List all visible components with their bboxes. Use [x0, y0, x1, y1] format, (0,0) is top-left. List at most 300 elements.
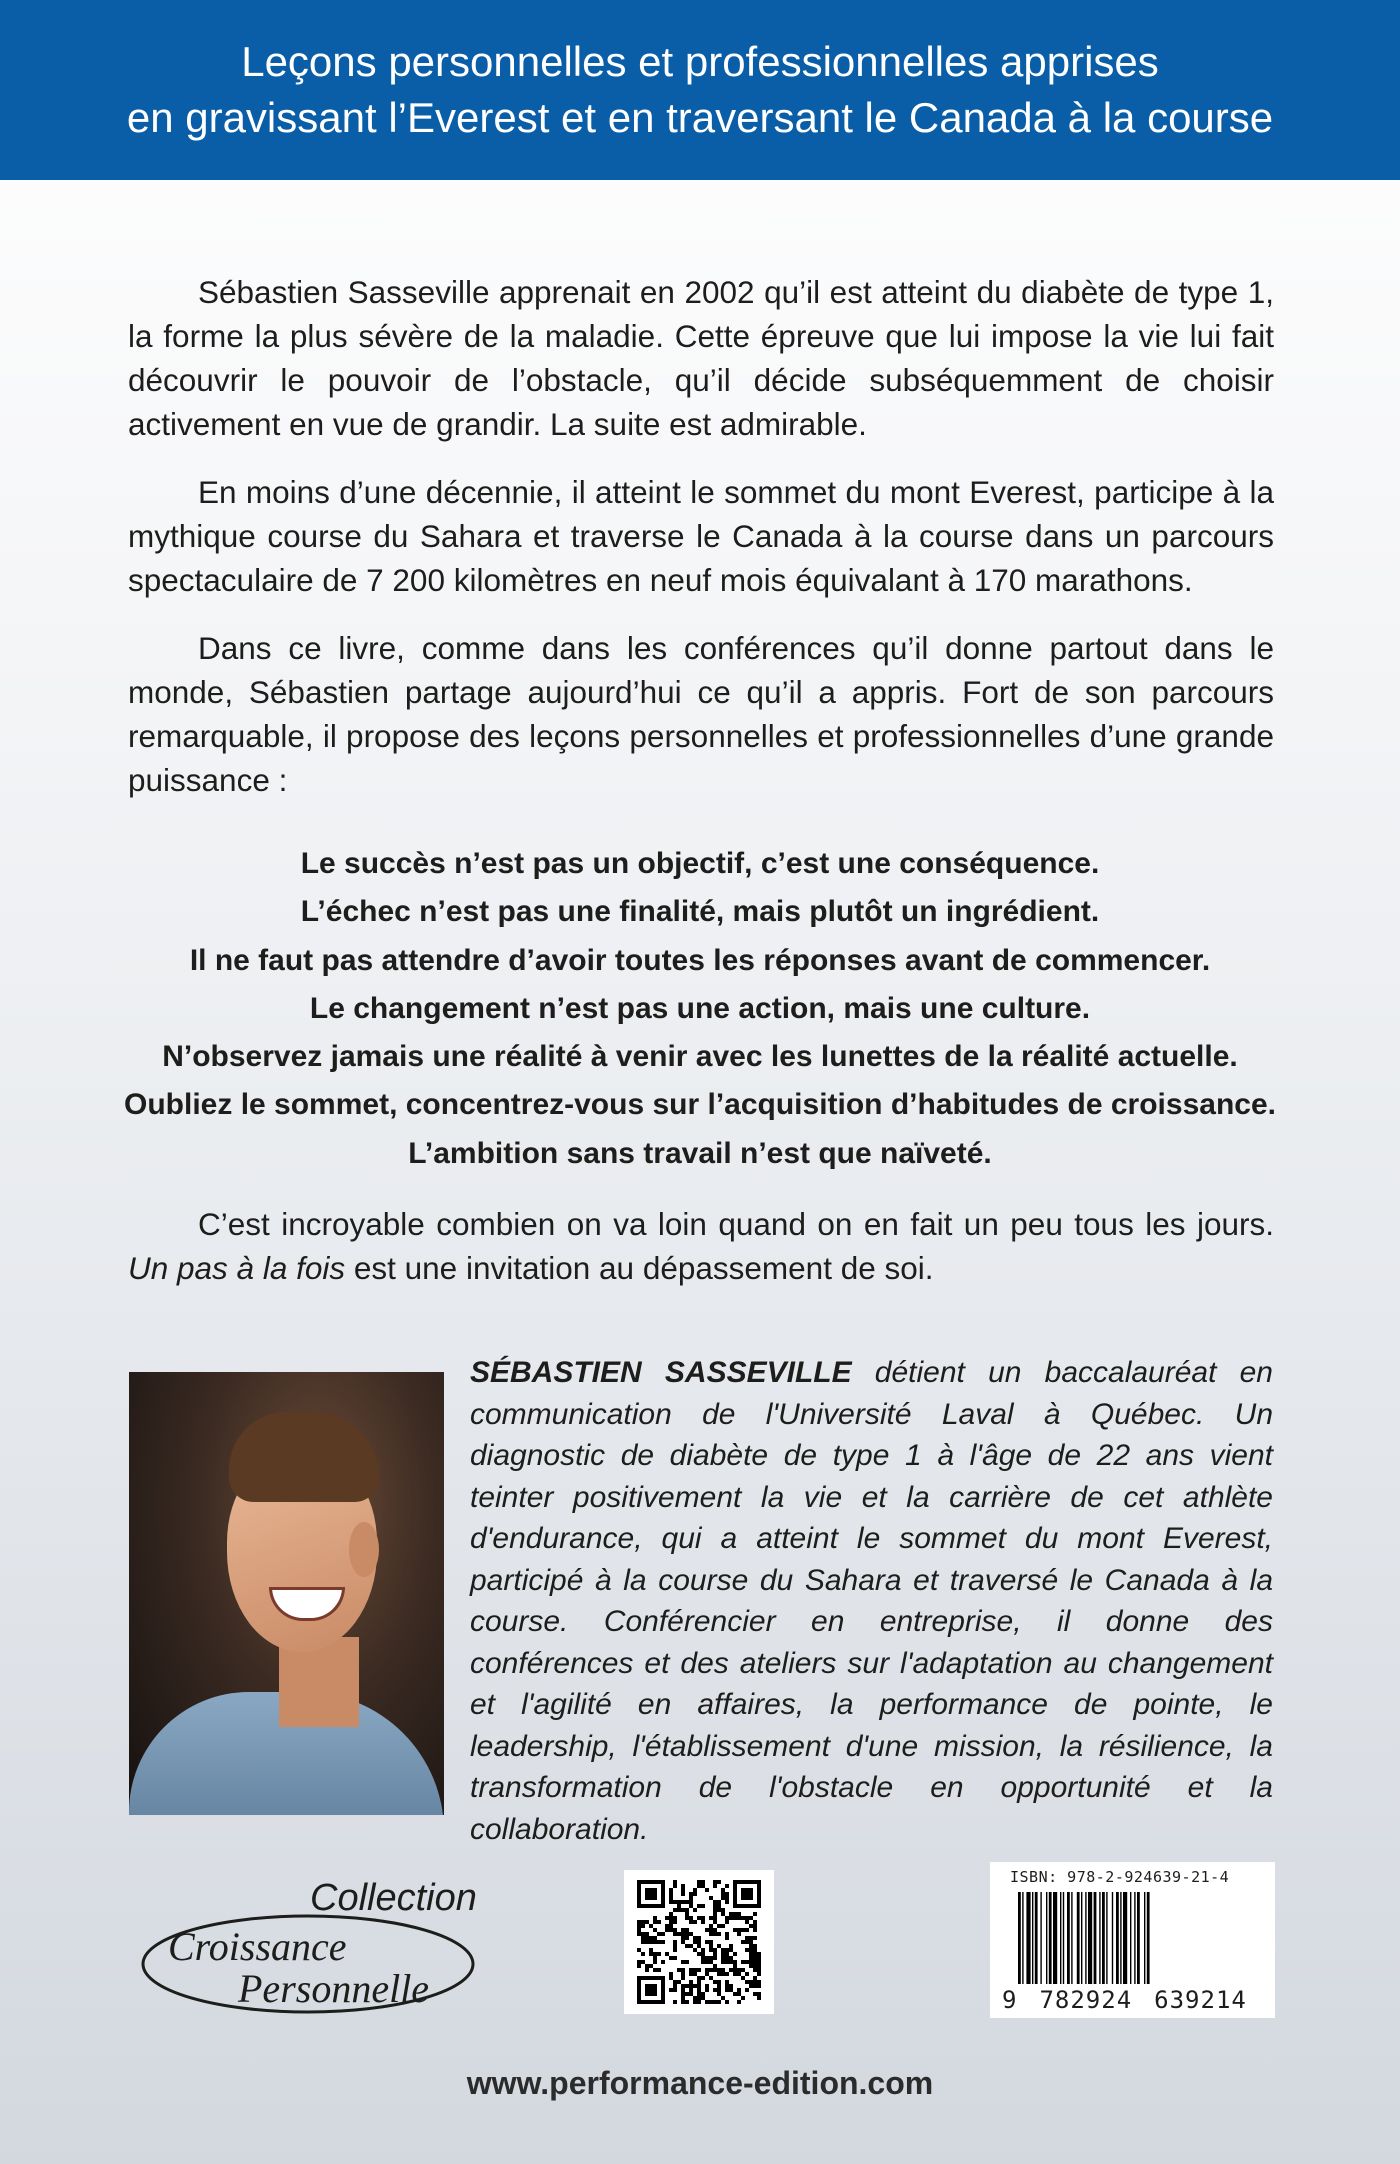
qr-module	[745, 1960, 749, 1964]
qr-module	[657, 1940, 661, 1944]
qr-module	[725, 1984, 729, 1988]
qr-module	[713, 1932, 717, 1936]
barcode-bar	[1032, 1892, 1033, 1984]
qr-module	[757, 1968, 761, 1972]
qr-module	[709, 2000, 713, 2004]
lesson-item: N’observez jamais une réalité à venir avec les lunettes de la réalité actuelle.	[162, 1040, 1238, 1074]
qr-module	[737, 2000, 741, 2004]
qr-module	[733, 1992, 737, 1996]
qr-module	[681, 1984, 685, 1988]
qr-module	[717, 1904, 721, 1908]
collection-logo-graphic	[128, 1872, 508, 2022]
qr-module	[733, 1916, 737, 1920]
qr-module	[701, 1916, 705, 1920]
qr-module	[709, 1956, 713, 1960]
qr-module	[749, 1944, 753, 1948]
qr-module	[745, 1916, 749, 1920]
barcode-bar	[1130, 1892, 1131, 1984]
qr-module	[637, 1964, 641, 1968]
qr-module	[681, 1892, 685, 1896]
qr-module	[693, 1940, 697, 1944]
qr-module	[641, 1936, 645, 1940]
qr-module	[649, 1964, 653, 1968]
qr-module	[753, 1984, 757, 1988]
qr-module	[709, 1932, 713, 1936]
barcode-bar	[1049, 1892, 1052, 1984]
qr-module	[697, 1968, 701, 1972]
photo-ear	[349, 1522, 379, 1577]
qr-module	[737, 1916, 741, 1920]
qr-module	[681, 1976, 685, 1980]
qr-module	[709, 1896, 713, 1900]
qr-module	[725, 1980, 729, 1984]
barcode-digit-group-1: 782924	[1039, 1986, 1133, 2014]
qr-module	[729, 1960, 733, 1964]
qr-module	[645, 1964, 649, 1968]
qr-module	[713, 1900, 717, 1904]
qr-module	[669, 1892, 673, 1896]
qr-module	[733, 1912, 737, 1916]
barcode-bar	[1026, 1892, 1030, 1984]
logo-word-collection: Collection	[310, 1877, 477, 1919]
qr-module	[705, 1960, 709, 1964]
qr-module	[701, 1884, 705, 1888]
book-title-italic: Un pas à la fois	[128, 1250, 346, 1286]
qr-module	[733, 1960, 737, 1964]
qr-module	[713, 1948, 717, 1952]
qr-module	[693, 1984, 697, 1988]
qr-module	[669, 1924, 673, 1928]
qr-module	[705, 1988, 709, 1992]
qr-module	[729, 1912, 733, 1916]
qr-module	[637, 1928, 641, 1932]
barcode-bar	[1106, 1892, 1107, 1984]
qr-module	[653, 1960, 657, 1964]
qr-module	[669, 1916, 673, 1920]
qr-module	[737, 1972, 741, 1976]
qr-module	[681, 1996, 685, 2000]
qr-module	[757, 1992, 761, 1996]
qr-module	[745, 1988, 749, 1992]
qr-module	[721, 1960, 725, 1964]
qr-module	[705, 1968, 709, 1972]
qr-module	[677, 1904, 681, 1908]
qr-module	[689, 1944, 693, 1948]
qr-module	[749, 1980, 753, 1984]
qr-module	[645, 1936, 649, 1940]
qr-module	[641, 1932, 645, 1936]
qr-module	[661, 1976, 665, 2004]
qr-module	[637, 1924, 641, 1928]
barcode-bar	[1144, 1892, 1145, 1984]
qr-module	[717, 1980, 721, 1984]
qr-module	[725, 1960, 729, 1964]
qr-module	[681, 1960, 685, 1964]
qr-module	[697, 1884, 701, 1888]
qr-module	[653, 1940, 657, 1944]
qr-module	[685, 1908, 689, 1912]
qr-module	[645, 1968, 649, 1972]
qr-module	[733, 1964, 737, 1968]
qr-module	[725, 1972, 729, 1976]
barcode-digit-group-2: 639214	[1154, 1986, 1247, 2014]
barcode-bar	[1071, 1892, 1072, 1984]
qr-module	[725, 1948, 729, 1952]
qr-module	[721, 1948, 725, 1952]
qr-module	[693, 1996, 697, 2000]
qr-module	[689, 1920, 693, 1924]
qr-module	[717, 1944, 721, 1948]
qr-module	[697, 1980, 701, 1984]
qr-module	[697, 1984, 701, 1988]
qr-module	[677, 1968, 681, 1972]
qr-module	[753, 1912, 757, 1916]
qr-module	[717, 2000, 721, 2004]
qr-module	[641, 1920, 645, 1924]
logo-word-croissance: Croissance	[168, 1924, 347, 1969]
qr-module	[685, 1912, 689, 1916]
qr-module	[713, 1988, 717, 1992]
qr-module	[681, 1936, 685, 1940]
qr-module	[701, 1956, 705, 1960]
qr-module	[745, 1972, 749, 1976]
qr-module	[697, 1904, 701, 1908]
barcode-bar	[1134, 1892, 1135, 1984]
qr-module	[697, 1976, 701, 1980]
closing-text-after: est une invitation au dépassement de soi.	[345, 1250, 934, 1286]
qr-module	[729, 1944, 733, 1948]
qr-module	[753, 1928, 757, 1932]
qr-module	[749, 1940, 753, 1944]
qr-module	[669, 1888, 673, 1892]
barcode-digit-first: 9	[1002, 1986, 1018, 2014]
qr-module	[697, 2000, 701, 2004]
qr-module	[657, 1932, 661, 1936]
qr-module	[741, 1940, 745, 1944]
qr-module	[697, 1880, 701, 1884]
qr-module	[673, 1944, 677, 1948]
qr-module	[737, 1932, 741, 1936]
qr-module	[693, 1948, 697, 1952]
barcode-bar	[1060, 1892, 1061, 1984]
qr-module	[681, 1884, 685, 1888]
qr-module	[669, 1896, 673, 1900]
qr-module	[713, 1968, 717, 1972]
qr-module	[709, 1960, 713, 1964]
qr-module	[645, 1932, 649, 1936]
barcode-bar	[1123, 1892, 1127, 1984]
qr-module	[645, 1940, 649, 1944]
qr-module	[717, 1900, 721, 1904]
intro-text	[128, 270, 1274, 826]
qr-module	[645, 1984, 657, 1996]
qr-module	[729, 1984, 733, 1988]
qr-module	[665, 1924, 669, 1928]
qr-module	[741, 1888, 753, 1900]
qr-module	[725, 1932, 729, 1936]
barcode-bar	[1120, 1892, 1121, 1984]
qr-module	[673, 1948, 677, 1952]
qr-module	[721, 1888, 725, 1892]
qr-module	[697, 1944, 701, 1948]
qr-module	[749, 1960, 753, 1964]
publisher-website[interactable]: www.performance-edition.com	[466, 2065, 934, 2101]
qr-module	[709, 1948, 713, 1952]
qr-module	[701, 1992, 705, 1996]
qr-module	[685, 1944, 689, 1948]
qr-module	[669, 1972, 673, 1976]
qr-module	[737, 1992, 741, 1996]
qr-module	[709, 1924, 713, 1928]
qr-module	[753, 1968, 757, 1972]
qr-module	[637, 1948, 641, 1952]
qr-module	[641, 1960, 645, 1964]
qr-code-graphic	[637, 1880, 761, 2004]
qr-module	[637, 1880, 641, 1908]
qr-module	[753, 1980, 757, 1984]
barcode-icon	[1018, 1892, 1258, 1984]
banner-line-2: en gravissant l’Everest et en traversant le Canada à la course	[126, 94, 1274, 141]
qr-module	[637, 2000, 665, 2004]
qr-module	[721, 1952, 725, 1956]
header-banner	[0, 0, 1400, 180]
qr-module	[689, 1968, 693, 1972]
qr-module	[645, 1888, 657, 1900]
barcode-bar	[1046, 1892, 1047, 1984]
barcode-bar	[1053, 1892, 1057, 1984]
qr-code-icon	[624, 1870, 774, 2014]
qr-module	[705, 1956, 709, 1960]
qr-module	[669, 1956, 673, 1960]
qr-module	[709, 1976, 713, 1980]
qr-module	[697, 1936, 701, 1940]
qr-module	[637, 1920, 641, 1924]
qr-module	[713, 1952, 717, 1956]
lesson-item: L’ambition sans travail n’est que naïveté.	[408, 1136, 992, 1170]
qr-module	[749, 1924, 753, 1928]
qr-module	[753, 1960, 757, 1964]
qr-module	[653, 1956, 657, 1960]
qr-module	[673, 1920, 677, 1924]
qr-module	[717, 1880, 721, 1884]
barcode-bar	[1063, 1892, 1064, 1984]
qr-module	[753, 1944, 757, 1948]
qr-module	[653, 1968, 657, 1972]
author-bio-text: détient un baccalauréat en communication de l'Université Laval à Québec. Un diagnostic de diabète de type 1 à l'âge de 22 ans vient teinter positivement la vie et la carrière de cet athlète d'endurance, qui a atteint le sommet du mont Everest, participé à la course du Sahara et traversé le Canada à la course. Conférencier en entreprise, il donne des conférences et des ateliers sur l'adaptation au changement et l'agilité en affaires, la performance de pointe, le leadership, l'établissement d'une mission, la résilience, la transformation de l'obstacle en opportunité et la collaboration.	[470, 1356, 1273, 1846]
qr-module	[749, 1956, 753, 1960]
qr-module	[717, 1992, 721, 1996]
qr-module	[685, 1928, 689, 1932]
qr-module	[673, 1984, 677, 1988]
qr-module	[665, 1916, 669, 1920]
qr-module	[637, 1880, 665, 1884]
qr-module	[749, 1948, 753, 1952]
qr-module	[637, 1976, 641, 2004]
qr-module	[689, 1896, 693, 1900]
qr-module	[669, 1988, 673, 1992]
barcode-bar	[1094, 1892, 1097, 1984]
qr-module	[725, 2000, 729, 2004]
qr-module	[709, 1944, 713, 1948]
qr-module	[753, 1992, 757, 1996]
qr-module	[701, 1880, 705, 1884]
qr-module	[657, 1952, 661, 1956]
qr-module	[753, 1924, 757, 1928]
qr-module	[713, 1928, 717, 1932]
qr-module	[649, 1948, 653, 1952]
barcode-bar	[1035, 1892, 1038, 1984]
qr-module	[657, 1968, 661, 1972]
qr-module	[721, 1908, 725, 1912]
qr-module	[757, 1956, 761, 1960]
qr-module	[721, 1896, 725, 1900]
qr-module	[697, 1992, 701, 1996]
qr-module	[717, 1932, 721, 1936]
qr-module	[705, 1984, 709, 1988]
qr-module	[705, 2000, 709, 2004]
qr-module	[697, 1988, 701, 1992]
lesson-item: Le changement n’est pas une action, mais une culture.	[309, 991, 1091, 1025]
author-name: SÉBASTIEN SASSEVILLE	[470, 1356, 852, 1389]
qr-module	[717, 1908, 721, 1912]
qr-module	[665, 1928, 669, 1932]
closing-paragraph	[128, 1202, 1274, 1290]
barcode-bar	[1147, 1892, 1150, 1984]
qr-module	[697, 1940, 701, 1944]
qr-module	[669, 1900, 673, 1904]
qr-module	[645, 1920, 649, 1924]
qr-module	[693, 2000, 697, 2004]
qr-module	[689, 1988, 693, 1992]
qr-module	[693, 1908, 697, 1912]
barcode-bar	[1112, 1892, 1113, 1984]
qr-module	[757, 1952, 761, 1956]
qr-module	[705, 1928, 709, 1932]
qr-module	[733, 1904, 761, 1908]
intro-paragraph-1: Sébastien Sasseville apprenait en 2002 qu’il est atteint du diabète de type 1, la forme la plus sévère de la maladie. Cette épreuve que lui impose la vie lui fait découvrir le pouvoir de l’obstacle, qu’il décide subséquemment de choisir activement en vue de grandir. La suite est admirable.	[128, 274, 1274, 442]
qr-module	[741, 1928, 745, 1932]
qr-module	[685, 1984, 689, 1988]
qr-module	[669, 1928, 673, 1932]
qr-module	[733, 1880, 761, 1884]
qr-module	[685, 1932, 689, 1936]
qr-module	[701, 1948, 705, 1952]
qr-module	[725, 1916, 729, 1920]
intro-paragraph-3: Dans ce livre, comme dans les conférences qu’il donne partout dans le monde, Sébastien partage aujourd’hui ce qu’il a appris. Fort de son parcours remarquable, il propose des leçons personnelles et professionnelles d’une grande puissance :	[128, 630, 1274, 798]
qr-module	[753, 1948, 757, 1952]
qr-module	[725, 1936, 729, 1940]
qr-module	[673, 1980, 677, 1984]
banner-line-1: Leçons personnelles et professionnelles apprises	[241, 38, 1159, 85]
qr-module	[685, 1936, 689, 1940]
qr-module	[689, 1900, 693, 1904]
qr-module	[705, 1972, 709, 1976]
qr-module	[701, 1904, 705, 1908]
qr-module	[697, 1916, 701, 1920]
qr-module	[665, 1952, 669, 1956]
qr-module	[701, 1976, 705, 1980]
qr-module	[713, 1956, 717, 1960]
barcode-bar	[1102, 1892, 1105, 1984]
lessons-list	[100, 840, 1300, 1178]
qr-module	[685, 1960, 689, 1964]
qr-module	[669, 1976, 673, 1980]
qr-module	[721, 1972, 725, 1976]
qr-module	[729, 1948, 733, 1952]
qr-module	[685, 1900, 689, 1904]
qr-module	[701, 1952, 705, 1956]
qr-module	[705, 1940, 709, 1944]
qr-module	[681, 1908, 685, 1912]
qr-module	[673, 1928, 677, 1932]
qr-module	[641, 1940, 645, 1944]
qr-module	[689, 1984, 693, 1988]
qr-module	[713, 1912, 717, 1916]
qr-module	[733, 1968, 737, 1972]
qr-module	[745, 1928, 749, 1932]
qr-module	[697, 1996, 701, 2000]
barcode-bar	[1085, 1892, 1086, 1984]
qr-module	[725, 1988, 729, 1992]
qr-module	[661, 1940, 665, 1944]
qr-module	[689, 1932, 693, 1936]
barcode-bar	[1040, 1892, 1041, 1984]
qr-module	[657, 1920, 661, 1924]
qr-module	[689, 1980, 693, 1984]
qr-module	[721, 1956, 725, 1960]
qr-module	[641, 1952, 645, 1956]
qr-module	[693, 1936, 697, 1940]
qr-module	[753, 1976, 757, 1980]
qr-module	[653, 1952, 657, 1956]
qr-module	[725, 1900, 729, 1904]
qr-module	[745, 1948, 749, 1952]
qr-module	[713, 1980, 717, 1984]
qr-module	[709, 1928, 713, 1932]
qr-module	[669, 1912, 673, 1916]
qr-module	[745, 1936, 749, 1940]
barcode-bar	[1077, 1892, 1080, 1984]
qr-module	[753, 1920, 757, 1924]
qr-module	[673, 1956, 677, 1960]
qr-module	[753, 1956, 757, 1960]
lesson-item: Il ne faut pas attendre d’avoir toutes les réponses avant de commencer.	[189, 943, 1211, 977]
qr-module	[673, 1900, 677, 1904]
author-photo	[129, 1372, 444, 1815]
qr-module	[641, 1924, 645, 1928]
qr-module	[653, 1920, 657, 1924]
qr-module	[757, 1980, 761, 1984]
qr-module	[737, 1928, 741, 1932]
qr-module	[681, 1928, 685, 1932]
qr-module	[681, 1992, 685, 1996]
qr-module	[749, 1964, 753, 1968]
qr-module	[677, 1980, 681, 1984]
qr-module	[717, 1968, 721, 1972]
qr-module	[705, 1888, 709, 1892]
qr-module	[677, 1908, 681, 1912]
qr-module	[733, 1972, 737, 1976]
qr-module	[693, 1968, 697, 1972]
qr-module	[725, 1920, 729, 1924]
qr-module	[757, 1996, 761, 2000]
qr-module	[637, 1932, 641, 1936]
qr-module	[685, 1916, 689, 1920]
qr-module	[713, 1880, 717, 1884]
qr-module	[637, 1904, 665, 1908]
qr-module	[717, 1984, 721, 1988]
qr-module	[713, 1920, 717, 1924]
